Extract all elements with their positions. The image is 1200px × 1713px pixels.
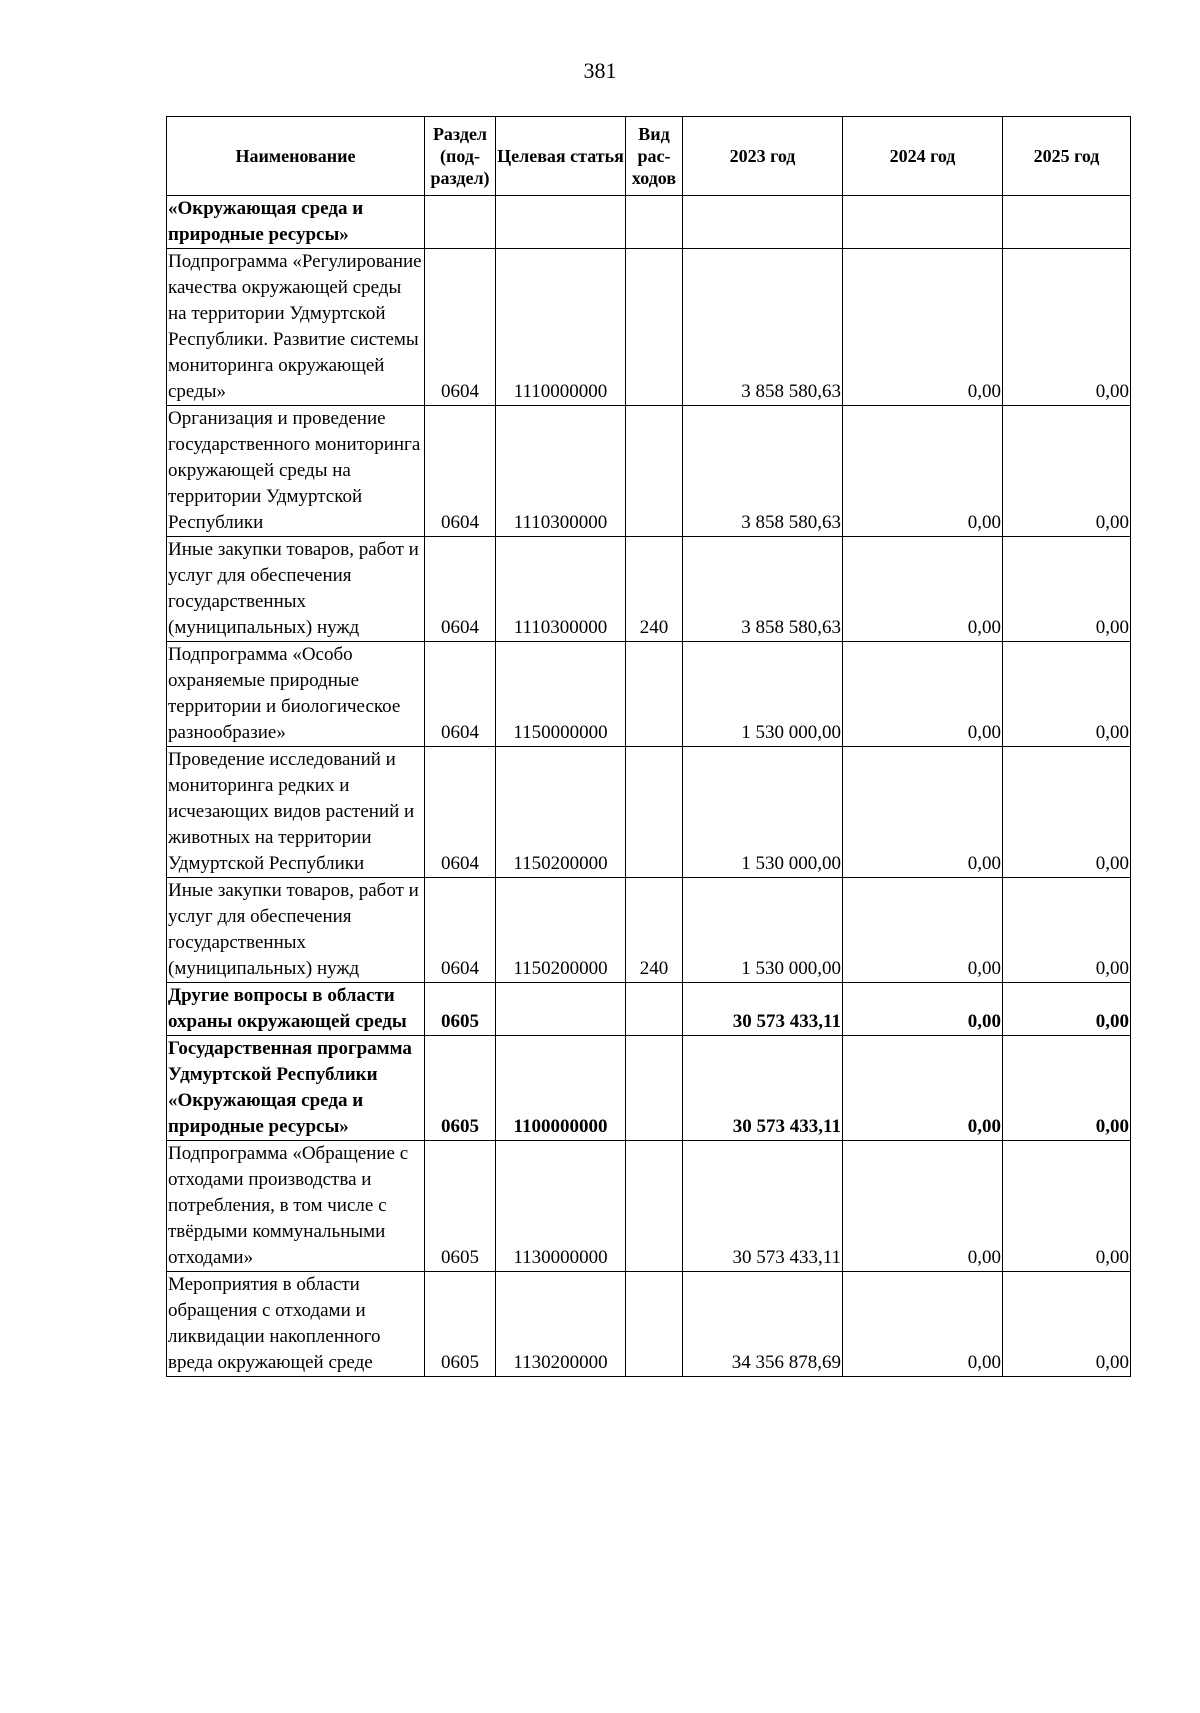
row-2024-cell: 0,00 xyxy=(843,642,1003,747)
header-type: Вид рас-ходов xyxy=(626,117,683,196)
row-target-cell xyxy=(496,196,626,249)
row-2024-cell: 0,00 xyxy=(843,1141,1003,1272)
row-name-cell: Подпрограмма «Обращение с отходами производства и потребления, в том числе с твёрдыми коммунальными отходами» xyxy=(167,1141,425,1272)
row-2024-cell: 0,00 xyxy=(843,249,1003,406)
table-body xyxy=(167,196,1131,1377)
table-row xyxy=(167,1272,1131,1377)
header-section: Раздел (под-раздел) xyxy=(425,117,496,196)
row-type-cell xyxy=(626,1141,683,1272)
row-2024-cell: 0,00 xyxy=(843,878,1003,983)
row-type-cell xyxy=(626,196,683,249)
row-2023-cell xyxy=(683,196,843,249)
row-section-cell: 0604 xyxy=(425,406,496,537)
row-2025-cell: 0,00 xyxy=(1003,878,1131,983)
row-2023-cell: 30 573 433,11 xyxy=(683,983,843,1036)
row-2023-cell: 3 858 580,63 xyxy=(683,537,843,642)
row-type-cell xyxy=(626,1036,683,1141)
row-target-cell: 1110000000 xyxy=(496,249,626,406)
row-2024-cell: 0,00 xyxy=(843,406,1003,537)
row-name-cell: Другие вопросы в области охраны окружающей среды xyxy=(167,983,425,1036)
row-2025-cell: 0,00 xyxy=(1003,1036,1131,1141)
row-2024-cell: 0,00 xyxy=(843,1272,1003,1377)
row-target-cell: 1100000000 xyxy=(496,1036,626,1141)
row-2024-cell: 0,00 xyxy=(843,1036,1003,1141)
row-target-cell: 1130000000 xyxy=(496,1141,626,1272)
row-section-cell: 0605 xyxy=(425,1272,496,1377)
row-name-cell: Подпрограмма «Регулирование качества окружающей среды на территории Удмуртской Республики. Развитие системы мониторинга окружающей среды» xyxy=(167,249,425,406)
row-target-cell: 1110300000 xyxy=(496,406,626,537)
row-2023-cell: 3 858 580,63 xyxy=(683,406,843,537)
row-2025-cell: 0,00 xyxy=(1003,1272,1131,1377)
row-2023-cell: 1 530 000,00 xyxy=(683,642,843,747)
row-section-cell: 0605 xyxy=(425,1036,496,1141)
row-section-cell: 0604 xyxy=(425,878,496,983)
table-row xyxy=(167,747,1131,878)
row-section-cell: 0605 xyxy=(425,1141,496,1272)
row-name-cell: Подпрограмма «Особо охраняемые природные территории и биологическое разнообразие» xyxy=(167,642,425,747)
row-type-cell xyxy=(626,642,683,747)
row-target-cell: 1110300000 xyxy=(496,537,626,642)
row-2023-cell: 1 530 000,00 xyxy=(683,747,843,878)
row-type-cell xyxy=(626,406,683,537)
row-2024-cell xyxy=(843,196,1003,249)
row-section-cell: 0604 xyxy=(425,537,496,642)
header-name: Наименование xyxy=(167,117,425,196)
row-2023-cell: 1 530 000,00 xyxy=(683,878,843,983)
row-2025-cell: 0,00 xyxy=(1003,1141,1131,1272)
row-name-cell: Мероприятия в области обращения с отходами и ликвидации накопленного вреда окружающей среде xyxy=(167,1272,425,1377)
table-header-row xyxy=(167,117,1131,196)
table-row xyxy=(167,196,1131,249)
row-2025-cell: 0,00 xyxy=(1003,406,1131,537)
row-target-cell: 1150200000 xyxy=(496,747,626,878)
row-section-cell: 0605 xyxy=(425,983,496,1036)
row-section-cell: 0604 xyxy=(425,249,496,406)
row-target-cell: 1150000000 xyxy=(496,642,626,747)
row-2025-cell: 0,00 xyxy=(1003,642,1131,747)
row-2024-cell: 0,00 xyxy=(843,537,1003,642)
table-row xyxy=(167,537,1131,642)
header-2023: 2023 год xyxy=(683,117,843,196)
table-row xyxy=(167,406,1131,537)
table-row xyxy=(167,249,1131,406)
table-row xyxy=(167,878,1131,983)
table-row xyxy=(167,642,1131,747)
row-section-cell: 0604 xyxy=(425,747,496,878)
row-type-cell xyxy=(626,747,683,878)
header-2025: 2025 год xyxy=(1003,117,1131,196)
row-target-cell: 1130200000 xyxy=(496,1272,626,1377)
row-2025-cell xyxy=(1003,196,1131,249)
header-2024: 2024 год xyxy=(843,117,1003,196)
table-row xyxy=(167,1036,1131,1141)
table-row xyxy=(167,983,1131,1036)
row-target-cell: 1150200000 xyxy=(496,878,626,983)
row-2025-cell: 0,00 xyxy=(1003,537,1131,642)
page-number: 381 xyxy=(583,58,617,83)
row-2024-cell: 0,00 xyxy=(843,747,1003,878)
row-name-cell: Иные закупки товаров, работ и услуг для обеспечения государственных (муниципальных) нужд xyxy=(167,878,425,983)
row-section-cell: 0604 xyxy=(425,642,496,747)
row-type-cell xyxy=(626,249,683,406)
row-type-cell xyxy=(626,1272,683,1377)
row-2025-cell: 0,00 xyxy=(1003,983,1131,1036)
row-name-cell: Государственная программа Удмуртской Республики «Окружающая среда и природные ресурсы» xyxy=(167,1036,425,1141)
row-type-cell: 240 xyxy=(626,537,683,642)
row-name-cell: Иные закупки товаров, работ и услуг для обеспечения государственных (муниципальных) нужд xyxy=(167,537,425,642)
table-row xyxy=(167,1141,1131,1272)
row-2025-cell: 0,00 xyxy=(1003,249,1131,406)
row-2023-cell: 30 573 433,11 xyxy=(683,1141,843,1272)
row-type-cell xyxy=(626,983,683,1036)
budget-table xyxy=(166,116,1131,1377)
row-target-cell xyxy=(496,983,626,1036)
row-2024-cell: 0,00 xyxy=(843,983,1003,1036)
row-section-cell xyxy=(425,196,496,249)
header-target: Целевая статья xyxy=(496,117,626,196)
row-name-cell: Проведение исследований и мониторинга редких и исчезающих видов растений и животных на территории Удмуртской Республики xyxy=(167,747,425,878)
row-type-cell: 240 xyxy=(626,878,683,983)
row-2023-cell: 30 573 433,11 xyxy=(683,1036,843,1141)
row-2023-cell: 34 356 878,69 xyxy=(683,1272,843,1377)
row-name-cell: «Окружающая среда и природные ресурсы» xyxy=(167,196,425,249)
row-2023-cell: 3 858 580,63 xyxy=(683,249,843,406)
row-name-cell: Организация и проведение государственного мониторинга окружающей среды на территории Удмуртской Республики xyxy=(167,406,425,537)
row-2025-cell: 0,00 xyxy=(1003,747,1131,878)
